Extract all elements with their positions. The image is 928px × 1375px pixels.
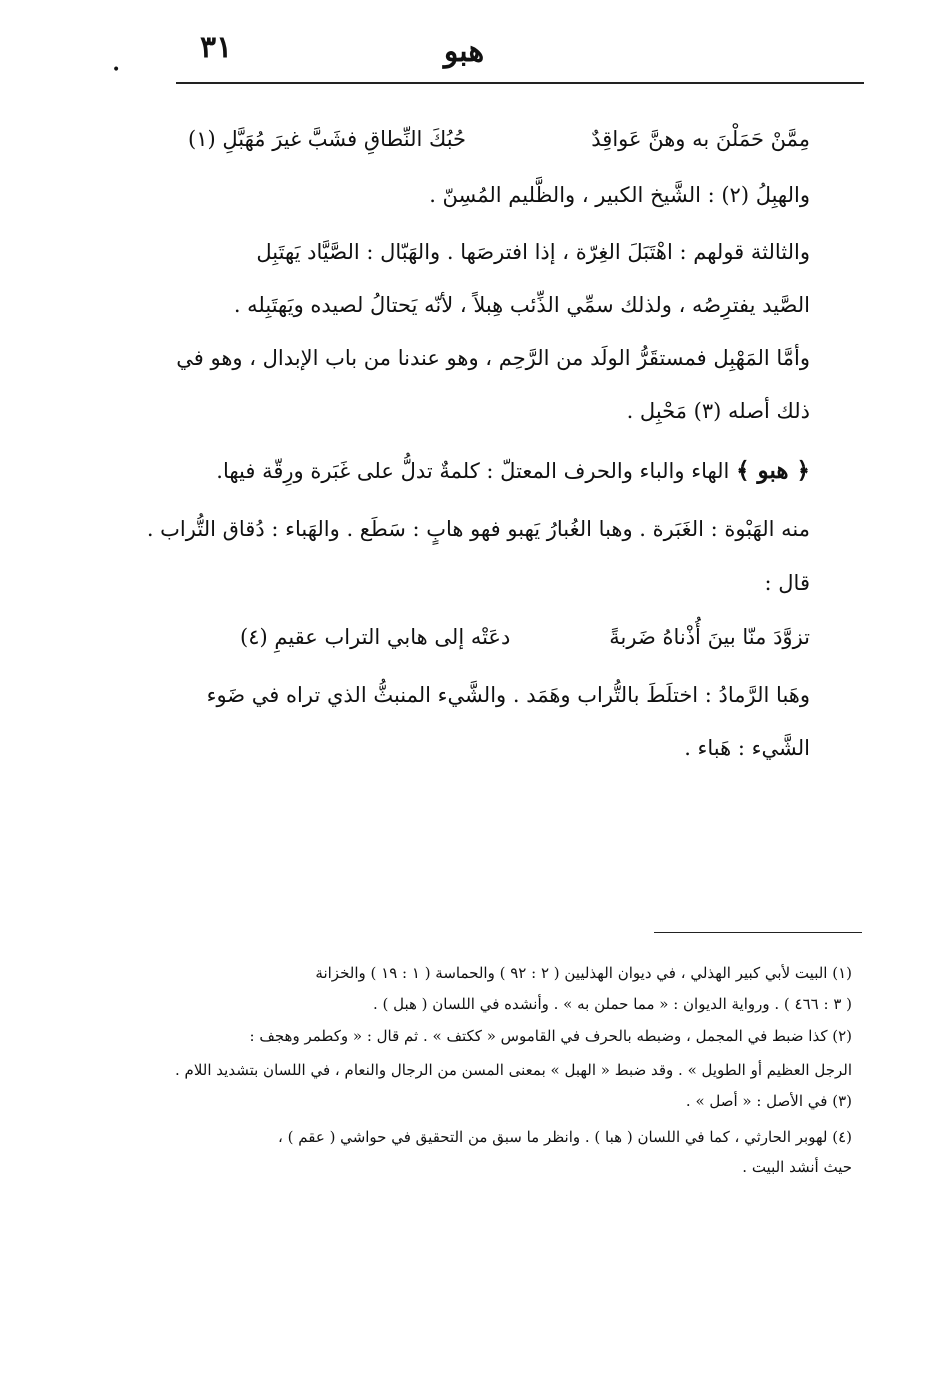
verse2-left-hemistich: دعَتْه إلى هابي التراب عقيمِ (٤) xyxy=(240,625,511,649)
verse1-left-hemistich: حُبُكَ النِّطاقِ فشَبَّ غيرَ مُهَبَّلِ (١) xyxy=(188,127,467,151)
entry-definition: الهاء والباء والحرف المعتلّ : كلمةٌ تدلُّ على غَبَرة ورِقّة فيها. xyxy=(216,459,730,483)
footnote-line: (١) البيت لأبي كبير الهذلي ، في ديوان الهذليين ( ٢ : ٩٢ ) والحماسة ( ١ : ١٩ ) والخزانة xyxy=(315,964,852,982)
footnote-line: (٣) في الأصل : « أصل » . xyxy=(685,1092,852,1110)
running-title: هبو xyxy=(443,34,485,69)
body-line: والثالثة قولهم : اهْتَبَلَ الغِرّة ، إذا افترصَها . والهَبّال : الصَّيَّاد يَهتَبِل xyxy=(256,240,810,264)
entry-line xyxy=(180,456,810,486)
body-line: ذلك أصله (٣) مَحْبِل . xyxy=(626,399,810,423)
verse2-right-hemistich: تزوَّدَ منّا بينَ أُذْناهُ ضَربةً xyxy=(609,625,810,649)
verse1-right-hemistich: مِمَّنْ حَمَلْنَ به وهنَّ عَواقِدٌ xyxy=(591,127,810,151)
body-line: منه الهَبْوة : الغَبَرة . وهبا الغُبارُ يَهبو فهو هابٍ : سَطَع . والهَباء : دُقاق التُّراب . xyxy=(146,517,810,541)
footnote-line: الرجل العظيم أو الطويل » . وقد ضبط « الهبل » بمعنى المسن من الرجال والنعام ، في اللسان بتشديد اللام . xyxy=(175,1061,852,1079)
footnote-line: ( ٣ : ٤٦٦ ) . ورواية الديوان : « مما حملن به » . وأنشده في اللسان ( هبل ) . xyxy=(372,995,852,1013)
body-line: وهَبا الرَّمادُ : اختلَطَ بالتُّراب وهَمَد . والشَّيء المنبثُّ الذي تراه في ضَوء xyxy=(206,683,810,707)
margin-dot: • xyxy=(112,62,121,78)
body-line: الصَّيد يفترِصُه ، ولذلك سمِّي الذِّئب هِبلاً ، لأنّه يَحتالُ لصيده ويَهتَبِله . xyxy=(233,293,810,317)
body-line: وأمَّا المَهْبِل فمستقَرُّ الولَد من الرَّحِم ، وهو عندنا من باب الإبدال ، وهو في xyxy=(176,346,810,370)
header-rule xyxy=(176,82,864,84)
body-line: قال : xyxy=(764,571,810,595)
body-line: والهبِلُ (٢) : الشَّيخ الكبير ، والظَّليم المُسِنّ . xyxy=(429,183,810,207)
page-number: ٣١ xyxy=(200,30,233,65)
footnote-line: حيث أنشد البيت . xyxy=(742,1158,852,1176)
footnote-line: (٢) كذا ضبط في المجمل ، وضبطه بالحرف في القاموس « ككتف » . ثم قال : « وكطمر وهجف : xyxy=(249,1027,852,1045)
entry-lemma: ﴿ هبو ﴾ xyxy=(736,457,810,484)
footnote-rule xyxy=(654,932,862,933)
body-line: الشَّيء : هَباء . xyxy=(684,736,810,760)
footnote-line: (٤) لهوبر الحارثي ، كما في اللسان ( هبا ) . وانظر ما سبق من التحقيق في حواشي ( عقم ) ، xyxy=(278,1128,852,1146)
